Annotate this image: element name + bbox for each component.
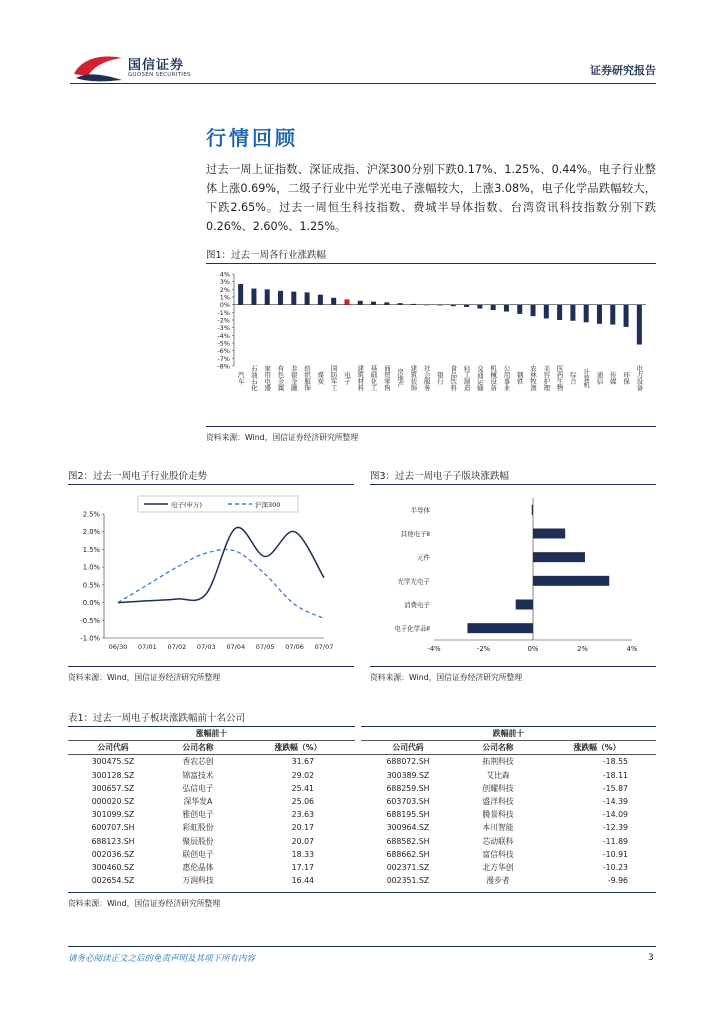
fig3-bottom-rule: [370, 666, 656, 667]
table-cell: 万润科技: [182, 876, 214, 886]
table-cell: 23.63: [291, 810, 314, 820]
table-cell: 688582.SH: [386, 836, 430, 846]
fig3-top-rule: [370, 484, 656, 485]
x-tick-label: 美容护理: [542, 365, 551, 391]
bar: [265, 289, 270, 304]
x-tick-label: 07/03: [196, 643, 216, 651]
x-tick-label: 社会服务: [422, 365, 431, 391]
bar: [533, 529, 565, 539]
table-cell: 深华发A: [183, 797, 213, 807]
bar: [318, 295, 323, 305]
table-row: [68, 848, 656, 861]
table-row: [68, 755, 656, 769]
electronics-line: [118, 527, 324, 602]
table-row: [68, 808, 656, 821]
table-cell: 20.07: [291, 836, 314, 846]
y-tick-label: -5%: [217, 339, 230, 348]
bar: [477, 305, 482, 309]
x-tick-label: 综合: [568, 371, 577, 385]
y-tick-label: 元件: [417, 553, 430, 562]
subsector-returns-chart: [370, 488, 656, 664]
y-tick-label: 0.0%: [82, 599, 100, 608]
y-tick-label: -8%: [217, 362, 230, 371]
industry-returns-chart: [206, 266, 656, 426]
x-tick-label: 07/05: [255, 643, 275, 651]
y-tick-label: -7%: [217, 354, 230, 363]
bar: [491, 305, 496, 310]
table-cell: -18.11: [602, 770, 628, 780]
fig2-source: 资料来源：Wind，国信证券经济研究所整理: [68, 673, 221, 682]
table-cell: 002036.SZ: [91, 849, 135, 859]
table-cell: 000020.SZ: [91, 797, 135, 807]
x-tick-label: 食品饮料: [449, 365, 458, 391]
table-cell: -15.87: [602, 783, 628, 793]
section-title: 行情回顾: [206, 126, 298, 150]
x-tick-label: 纺织服饰: [303, 365, 312, 391]
bar: [371, 302, 376, 305]
fig3-caption: 图3：过去一周电子子版块涨跌幅: [370, 471, 510, 482]
bar: [597, 305, 602, 324]
bar: [278, 291, 283, 305]
table-cell: 300964.SZ: [386, 823, 430, 833]
fig1-top-rule: [206, 263, 656, 264]
bar: [438, 305, 443, 306]
table-cell: 688662.SH: [386, 849, 430, 859]
table-cell: 创耀科技: [482, 783, 514, 793]
y-tick-label: 0.5%: [82, 581, 100, 590]
y-tick-label: 1.5%: [82, 545, 100, 554]
company-name-en: GUOSEN SECURITIES: [128, 72, 191, 78]
bar: [251, 289, 256, 305]
table-cell: 002351.SZ: [386, 876, 430, 886]
table-cell: 香农芯创: [182, 757, 214, 767]
top10-table: [68, 726, 656, 887]
bar: [533, 552, 585, 562]
table-cell: 17.17: [291, 862, 314, 872]
table-cell: 688195.SH: [386, 810, 430, 820]
bar: [424, 305, 429, 306]
table-cell: 688259.SH: [386, 783, 430, 793]
x-tick-label: 0%: [527, 645, 539, 653]
table-row: [68, 769, 656, 782]
x-tick-label: 电力设备: [635, 365, 644, 391]
x-tick-label: 银行: [436, 371, 444, 385]
table-cell: 31.67: [291, 757, 314, 767]
x-tick-label: -2%: [476, 645, 491, 653]
x-tick-label: 4%: [626, 645, 638, 653]
table-cell: 联创电子: [182, 849, 214, 859]
x-tick-label: 有色金属: [276, 365, 285, 391]
bar: [531, 305, 536, 317]
report-type: 证券研究报告: [590, 64, 656, 77]
x-tick-label: 钢铁: [515, 371, 524, 385]
table-cell: 25.41: [291, 783, 314, 793]
table-cell: 002654.SZ: [91, 876, 135, 886]
y-tick-label: -6%: [217, 347, 230, 356]
x-tick-label: 通信: [595, 371, 604, 385]
table-cell: 聚辰股份: [182, 836, 214, 846]
x-tick-label: 家用电器: [263, 365, 272, 391]
y-tick-label: -0.5%: [80, 616, 100, 625]
y-tick-label: 半导体: [410, 506, 430, 515]
table-cell: 盛洋科技: [482, 797, 514, 807]
x-tick-label: 2%: [577, 645, 588, 653]
x-tick-label: 07/02: [167, 643, 187, 651]
column-header: 公司名称: [482, 743, 514, 753]
disclaimer-note: 请务必阅读正文之后的免责声明及其项下所有内容: [68, 954, 256, 964]
table-cell: 北方华创: [482, 862, 514, 872]
bar: [331, 298, 336, 305]
x-tick-label: 石油石化: [249, 365, 258, 391]
table-cell: -14.39: [602, 797, 628, 807]
table-cell: 芯动联科: [482, 836, 514, 846]
y-tick-label: 2%: [219, 285, 230, 294]
x-tick-label: 煤炭: [316, 371, 325, 385]
bar: [467, 623, 533, 633]
column-header: 公司代码: [97, 743, 129, 753]
bar: [344, 299, 349, 304]
gainers-header: 涨幅前十: [68, 727, 358, 741]
bar: [610, 305, 615, 325]
y-tick-label: 1.0%: [82, 563, 100, 572]
y-tick-label: -1%: [217, 308, 230, 317]
table-bottom-rule: [68, 892, 656, 893]
table-source: 资料来源：Wind，国信证券经济研究所整理: [68, 899, 221, 908]
y-tick-label: 光学光电子: [397, 577, 430, 586]
x-tick-label: 07/07: [314, 643, 334, 651]
x-tick-label: 07/04: [226, 643, 246, 651]
table-cell: 艾比森: [486, 770, 510, 780]
legend-label: 电子(申万): [171, 501, 203, 509]
table-cell: -18.55: [602, 757, 628, 767]
x-tick-label: 建筑装饰: [409, 365, 418, 391]
y-tick-label: -2%: [217, 316, 230, 325]
x-tick-label: 基础化工: [369, 365, 378, 391]
column-header: 涨跌幅（%）: [573, 743, 621, 753]
table-cell: 300475.SZ: [91, 757, 135, 767]
table-cell: 腾景科技: [482, 810, 514, 820]
bar: [544, 305, 549, 319]
table-cell: 300657.SZ: [91, 783, 135, 793]
y-tick-label: 其他电子Ⅱ: [400, 530, 430, 538]
table-cell: -10.23: [602, 862, 628, 872]
table-cell: -14.09: [602, 810, 628, 820]
table-cell: 603703.SH: [386, 797, 430, 807]
fig2-top-rule: [68, 484, 354, 485]
bar: [464, 305, 469, 307]
table-cell: 漫步者: [486, 876, 510, 886]
bar: [532, 505, 533, 515]
table-caption: 表1：过去一周电子板块涨跌幅前十名公司: [68, 713, 246, 724]
bar: [398, 303, 403, 305]
bar: [504, 305, 509, 312]
bar: [305, 292, 310, 304]
bar: [637, 305, 642, 345]
fig3-source: 资料来源：Wind，国信证券经济研究所整理: [370, 673, 523, 682]
bar: [516, 600, 533, 610]
x-tick-label: 传媒: [608, 371, 617, 385]
logo-swoosh-red-icon: [74, 57, 122, 76]
table-cell: 18.33: [291, 849, 314, 859]
y-tick-label: 电子化学品Ⅱ: [394, 624, 430, 633]
x-tick-label: 机械设备: [489, 365, 498, 391]
x-tick-label: 07/06: [285, 643, 304, 651]
table-cell: 29.02: [291, 770, 314, 780]
x-tick-label: 环保: [622, 371, 631, 385]
table-row: [68, 874, 656, 887]
table-cell: -9.96: [607, 876, 628, 886]
electronics-trend-chart: [68, 488, 354, 664]
bar: [533, 576, 609, 586]
x-tick-label: 汽车: [236, 371, 245, 385]
x-tick-label: 交通运输: [475, 365, 484, 391]
table-row: [68, 821, 656, 834]
y-tick-label: 2.5%: [82, 510, 100, 519]
column-header: 公司名称: [182, 743, 214, 753]
y-tick-label: -4%: [217, 331, 230, 340]
x-tick-label: 医药生物: [555, 365, 564, 391]
table-cell: 300460.SZ: [91, 862, 135, 872]
footer-divider: [68, 946, 656, 947]
y-tick-label: 2.0%: [82, 528, 100, 537]
table-cell: -11.89: [602, 836, 628, 846]
x-tick-label: 建筑材料: [356, 365, 365, 391]
losers-header: 跌幅前十: [358, 727, 656, 741]
table-cell: 688072.SH: [386, 757, 430, 767]
legend-label: 沪深300: [255, 501, 281, 509]
table-cell: 惠伦晶体: [182, 862, 214, 872]
table-row: [68, 795, 656, 808]
logo-swoosh-blue-icon: [76, 74, 122, 81]
bar: [451, 305, 456, 307]
table-cell: 本川智能: [482, 823, 514, 833]
bar: [291, 292, 296, 305]
bar: [384, 302, 389, 304]
fig1-source: 资料来源：Wind，国信证券经济研究所整理: [206, 433, 359, 442]
table-cell: 600707.SH: [91, 823, 135, 833]
y-tick-label: -1.0%: [80, 634, 100, 643]
table-cell: 300389.SZ: [386, 770, 430, 780]
table-cell: 弘信电子: [182, 783, 214, 793]
bar: [624, 305, 629, 327]
bar: [570, 305, 575, 321]
bar: [411, 304, 416, 305]
fig2-caption: 图2：过去一周电子行业股价走势: [68, 471, 208, 482]
fig1-caption: 图1：过去一周各行业涨跌幅: [206, 250, 327, 261]
x-tick-label: 房地产: [396, 368, 405, 388]
bar: [517, 305, 522, 314]
table-cell: 688123.SH: [91, 836, 135, 846]
x-tick-label: 商贸零售: [382, 365, 391, 391]
y-tick-label: 3%: [219, 278, 230, 287]
fig2-bottom-rule: [68, 666, 354, 667]
x-tick-label: 国防军工: [329, 365, 338, 391]
y-tick-label: 消费电子: [404, 601, 430, 609]
x-tick-label: 07/01: [138, 643, 157, 651]
y-tick-label: -3%: [217, 324, 230, 333]
bar: [557, 305, 562, 320]
bar: [358, 301, 363, 305]
y-tick-label: 1%: [219, 293, 230, 302]
company-name-cn: 国信证券: [128, 58, 185, 73]
market-review-paragraph: 过去一周上证指数、深证成指、沪深300分别下跌0.17%、1.25%、0.44%。电子行业整体上涨0.69%，二级子行业中光学光电子涨幅较大，上涨3.08%，电子化学品跌幅较大，下跌2.65%。过去一周恒生科技指数、费城半导体指数、台湾资讯科技指数分别下跌0.26%、2.60%、1.25%。: [206, 163, 656, 233]
fig1-bottom-rule: [206, 426, 656, 427]
x-tick-label: 轻工制造: [462, 365, 471, 391]
page-number: 3: [648, 953, 654, 963]
table-cell: 雅创电子: [182, 810, 214, 820]
table-cell: 16.44: [291, 876, 314, 886]
x-tick-label: 农林牧渔: [529, 365, 538, 391]
table-cell: 25.06: [291, 797, 314, 807]
table-cell: 拓荆科技: [482, 757, 514, 767]
y-tick-label: 0%: [219, 301, 230, 310]
table-cell: 富信科技: [482, 849, 514, 859]
table-row: [68, 835, 656, 848]
bar: [238, 284, 243, 305]
table-cell: -12.39: [602, 823, 628, 833]
table-cell: 彩虹股份: [182, 823, 214, 833]
table-cell: 300128.SZ: [91, 770, 135, 780]
x-tick-label: 06/30: [108, 643, 128, 651]
header-divider: [70, 83, 656, 84]
x-tick-label: 电子: [342, 371, 351, 385]
bar: [584, 305, 589, 323]
y-tick-label: 4%: [219, 270, 230, 279]
table-row: [68, 782, 656, 795]
column-header: 涨跌幅（%）: [274, 743, 322, 753]
x-tick-label: -4%: [427, 645, 441, 653]
table-cell: 锦富技术: [182, 770, 214, 780]
table-cell: 301099.SZ: [91, 810, 135, 820]
x-tick-label: 计算机: [582, 368, 591, 388]
column-header: 公司代码: [392, 743, 424, 753]
table-row: [68, 861, 656, 874]
x-tick-label: 非银金融: [289, 365, 298, 391]
table-cell: -10.91: [602, 849, 628, 859]
table-cell: 002371.SZ: [386, 862, 430, 872]
x-tick-label: 公用事业: [502, 365, 511, 391]
table-cell: 20.17: [291, 823, 314, 833]
